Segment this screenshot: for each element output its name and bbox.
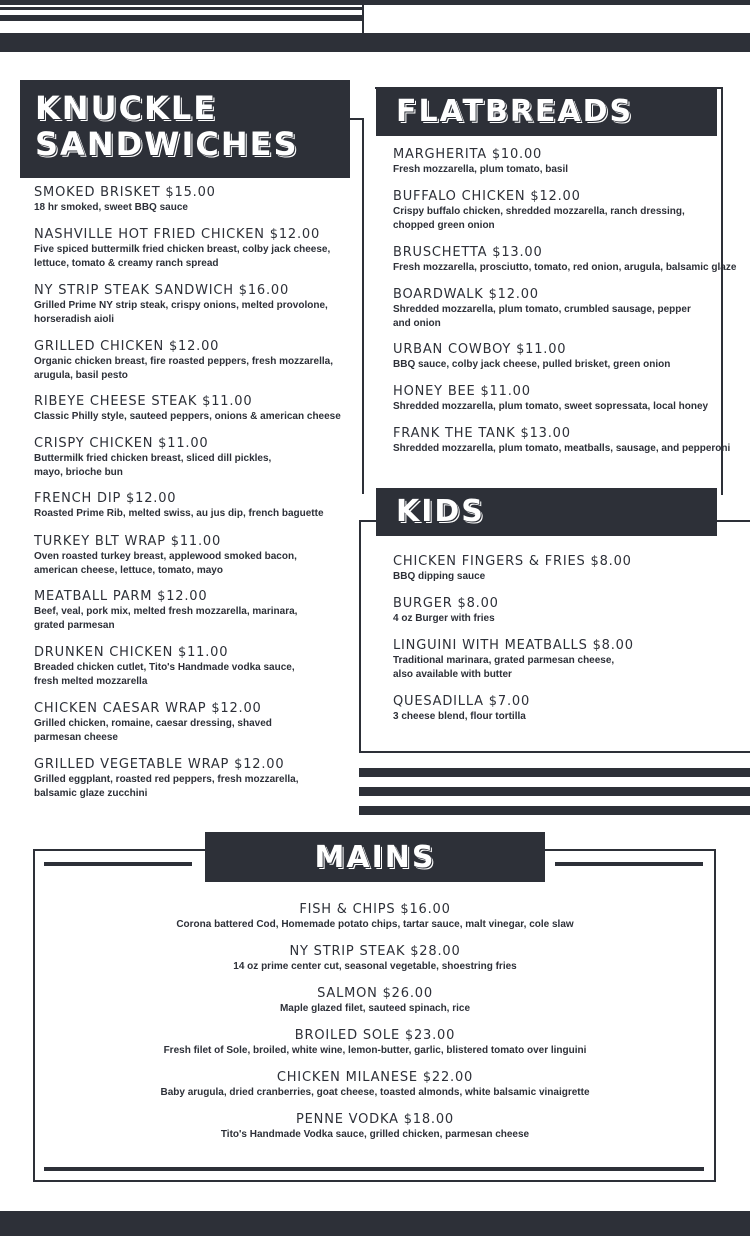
menu-item xyxy=(393,554,632,584)
top-border xyxy=(0,0,750,5)
item-description: Fresh filet of Sole, broiled, white wine, lemon-butter, garlic, blistered tomato over linguini xyxy=(163,1045,587,1056)
item-description: Maple glazed filet, sauteed spinach, rice xyxy=(279,1003,471,1014)
item-name: BRUSCHETTA $13.00 xyxy=(393,245,543,260)
item-description: grated parmesan xyxy=(34,620,115,631)
item-name: HONEY BEE $11.00 xyxy=(393,384,531,399)
menu-item xyxy=(35,986,715,1016)
title-line: SANDWICHES xyxy=(35,125,299,163)
menu-item xyxy=(35,944,715,974)
item-name: SALMON $26.00 xyxy=(317,986,433,1001)
item-name: NY STRIP STEAK $28.00 xyxy=(289,944,461,959)
mains-rule xyxy=(44,862,192,866)
item-name: PENNE VODKA $18.00 xyxy=(296,1112,454,1127)
top-rule xyxy=(0,15,362,21)
item-name: MARGHERITA $10.00 xyxy=(393,147,543,162)
menu-item xyxy=(393,342,670,372)
item-description: Roasted Prime Rib, melted swiss, au jus dip, french baguette xyxy=(34,508,324,519)
bracket-rule xyxy=(362,118,364,494)
flatbreads-title: FLATBREADS xyxy=(396,94,634,129)
item-description: arugula, basil pesto xyxy=(34,370,128,381)
menu-item xyxy=(35,1070,715,1100)
item-description: Fresh mozzarella, prosciutto, tomato, red onion, arugula, balsamic glaze xyxy=(393,262,737,273)
sandwiches-heading xyxy=(20,80,350,178)
item-name: GRILLED VEGETABLE WRAP $12.00 xyxy=(34,757,285,772)
item-description: Corona battered Cod, Homemade potato chips, tartar sauce, malt vinegar, cole slaw xyxy=(176,919,574,930)
item-description: american cheese, lettuce, tomato, mayo xyxy=(34,565,223,576)
item-name: BOARDWALK $12.00 xyxy=(393,287,539,302)
item-description: Shredded mozzarella, plum tomato, sweet sopressata, local honey xyxy=(393,401,709,412)
bottom-band xyxy=(0,1211,750,1236)
item-name: TURKEY BLT WRAP $11.00 xyxy=(34,534,222,549)
menu-item xyxy=(393,147,568,177)
item-description: Grilled chicken, romaine, caesar dressing, shaved xyxy=(34,718,272,729)
decorative-stripe xyxy=(359,768,750,777)
menu-item xyxy=(35,1028,715,1058)
item-description: Shredded mozzarella, plum tomato, meatballs, sausage, and pepperoni xyxy=(393,443,731,454)
menu-item xyxy=(34,589,297,633)
item-description: Organic chicken breast, fire roasted peppers, fresh mozzarella, xyxy=(34,356,333,367)
decorative-stripe xyxy=(359,806,750,815)
item-name: BURGER $8.00 xyxy=(393,596,499,611)
item-name: QUESADILLA $7.00 xyxy=(393,694,531,709)
item-name: DRUNKEN CHICKEN $11.00 xyxy=(34,645,229,660)
menu-item xyxy=(34,491,324,521)
item-description: 18 hr smoked, sweet BBQ sauce xyxy=(34,202,188,213)
item-name: RIBEYE CHEESE STEAK $11.00 xyxy=(34,394,253,409)
item-description: fresh melted mozzarella xyxy=(34,676,148,687)
menu-item xyxy=(34,534,297,578)
item-name: NY STRIP STEAK SANDWICH $16.00 xyxy=(34,283,290,298)
item-description: Oven roasted turkey breast, applewood smoked bacon, xyxy=(34,551,297,562)
item-description: parmesan cheese xyxy=(34,732,118,743)
menu-item xyxy=(34,339,333,383)
menu-item xyxy=(34,701,272,745)
mains-heading xyxy=(205,832,545,882)
item-name: LINGUINI WITH MEATBALLS $8.00 xyxy=(393,638,634,653)
item-name: CHICKEN CAESAR WRAP $12.00 xyxy=(34,701,262,716)
item-description: and onion xyxy=(393,318,441,329)
top-band xyxy=(0,33,750,52)
menu-item xyxy=(34,757,299,801)
item-name: GRILLED CHICKEN $12.00 xyxy=(34,339,220,354)
item-description: Beef, veal, pork mix, melted fresh mozzarella, marinara, xyxy=(34,606,298,617)
item-name: BROILED SOLE $23.00 xyxy=(294,1028,456,1043)
menu-item xyxy=(34,185,216,215)
item-name: NASHVILLE HOT FRIED CHICKEN $12.00 xyxy=(34,227,321,242)
item-description: Breaded chicken cutlet, Tito's Handmade vodka sauce, xyxy=(34,662,295,673)
item-description: 4 oz Burger with fries xyxy=(393,613,495,624)
menu-item xyxy=(34,283,328,327)
item-name: FRENCH DIP $12.00 xyxy=(34,491,177,506)
kids-heading xyxy=(376,488,717,536)
menu-item xyxy=(34,645,295,689)
item-description: also available with butter xyxy=(393,669,512,680)
menu-item xyxy=(34,394,341,424)
item-description: 3 cheese blend, flour tortilla xyxy=(393,711,526,722)
item-description: Tito's Handmade Vodka sauce, grilled chicken, parmesan cheese xyxy=(220,1129,530,1140)
decorative-stripe xyxy=(359,787,750,796)
item-name: URBAN COWBOY $11.00 xyxy=(393,342,567,357)
flatbreads-heading xyxy=(376,88,717,136)
item-name: CHICKEN FINGERS & FRIES $8.00 xyxy=(393,554,632,569)
item-description: Grilled eggplant, roasted red peppers, fresh mozzarella, xyxy=(34,774,299,785)
top-divider xyxy=(362,5,364,33)
item-description: Classic Philly style, sauteed peppers, onions & american cheese xyxy=(34,411,341,422)
item-name: CHICKEN MILANESE $22.00 xyxy=(276,1070,474,1085)
mains-rule xyxy=(44,1167,704,1171)
item-description: BBQ dipping sauce xyxy=(393,571,486,582)
item-name: FISH & CHIPS $16.00 xyxy=(299,902,451,917)
item-name: MEATBALL PARM $12.00 xyxy=(34,589,208,604)
item-description: Fresh mozzarella, plum tomato, basil xyxy=(393,164,569,175)
kids-title: KIDS xyxy=(396,494,485,529)
menu-item xyxy=(393,245,736,275)
menu-item xyxy=(393,694,530,724)
menu-item xyxy=(393,287,691,331)
item-description: Traditional marinara, grated parmesan cheese, xyxy=(393,655,615,666)
item-description: Crispy buffalo chicken, shredded mozzarella, ranch dressing, xyxy=(393,206,685,217)
menu-item xyxy=(393,189,685,233)
item-description: horseradish aioli xyxy=(34,314,115,325)
item-name: SMOKED BRISKET $15.00 xyxy=(34,185,216,200)
mains-title: MAINS xyxy=(314,840,436,875)
item-description: balsamic glaze zucchini xyxy=(34,788,148,799)
item-description: Five spiced buttermilk fried chicken breast, colby jack cheese, xyxy=(34,244,331,255)
menu-item xyxy=(35,1112,715,1142)
menu-item xyxy=(393,596,499,626)
item-description: chopped green onion xyxy=(393,220,495,231)
item-description: BBQ sauce, colby jack cheese, pulled brisket, green onion xyxy=(393,359,671,370)
title-line: KNUCKLE xyxy=(35,89,218,127)
item-description: Shredded mozzarella, plum tomato, crumbled sausage, pepper xyxy=(393,304,691,315)
item-description: 14 oz prime center cut, seasonal vegetable, shoestring fries xyxy=(233,961,517,972)
menu-item xyxy=(34,227,330,271)
item-description: Grilled Prime NY strip steak, crispy onions, melted provolone, xyxy=(34,300,328,311)
sandwiches-title xyxy=(35,90,299,162)
menu-item xyxy=(35,902,715,932)
item-name: CRISPY CHICKEN $11.00 xyxy=(34,436,209,451)
menu-item xyxy=(393,384,708,414)
mains-rule xyxy=(555,862,703,866)
item-description: Buttermilk fried chicken breast, sliced dill pickles, xyxy=(34,453,272,464)
item-name: BUFFALO CHICKEN $12.00 xyxy=(393,189,581,204)
item-description: lettuce, tomato & creamy ranch spread xyxy=(34,258,219,269)
top-rule xyxy=(0,7,362,10)
item-description: Baby arugula, dried cranberries, goat cheese, toasted almonds, white balsamic vinaigrette xyxy=(160,1087,590,1098)
item-description: mayo, brioche bun xyxy=(34,467,123,478)
menu-item xyxy=(393,638,634,682)
menu-item xyxy=(393,426,730,456)
menu-item xyxy=(34,436,271,480)
item-name: FRANK THE TANK $13.00 xyxy=(393,426,571,441)
